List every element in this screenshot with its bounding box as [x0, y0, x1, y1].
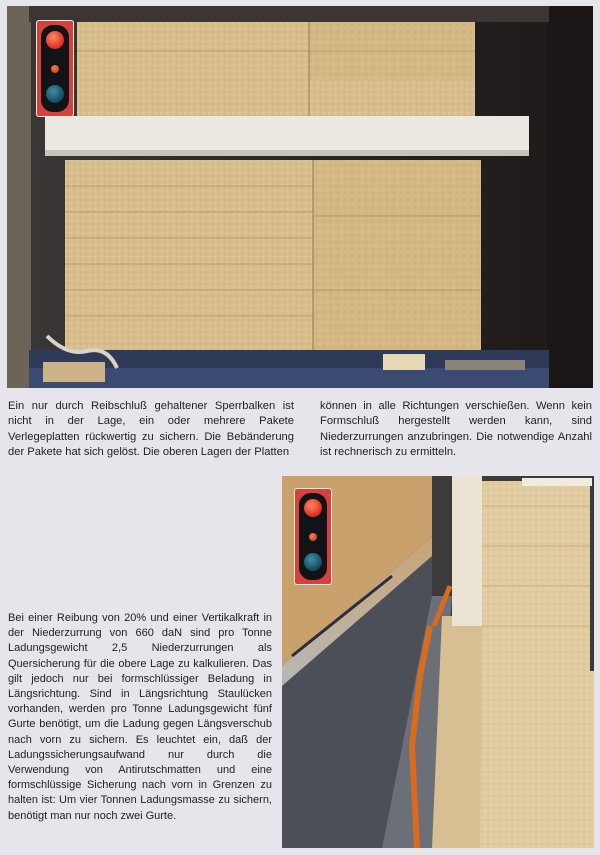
truck-load-scene	[7, 6, 593, 388]
green-light-icon	[304, 553, 322, 571]
board-stack-side	[480, 481, 590, 671]
amber-light-icon	[309, 533, 317, 541]
traffic-light-icon	[36, 20, 74, 117]
board-stack-lower-left	[65, 160, 313, 350]
top-photo	[7, 6, 593, 388]
paragraph-top-right: können in alle Richtungen verschießen. Wenn kein Formschluß hergestellt werden kann, sind Niederzurrungen anzubringen. Die notwendige Anzahl ist rechnerisch zu ermitteln.	[320, 400, 592, 459]
red-light-icon	[304, 499, 322, 517]
paragraph-bottom-left: Bei einer Reibung von 20% und einer Vertikalkraft in der Niederzurrung von 660 daN sind pro Tonne Ladungsgewicht 2,5 Niederzurrungen als Quersicherung für die obere Lage zu kalkulieren. Das gilt jedoch nur bei formschlüssiger Beladung in Längsrichtung. Sind in Längsrichtung Staulücken vorhanden, werden pro Tonne Ladungsgewicht fünf Gurte benötigt, um die Ladung gegen Längsverschub nach vorn zu sichern. Es leuchtet ein, daß der Ladungssicherungsaufwand nur durch die Verwendung von Antirutschmatten und eine formschlüssige Sicherung nach vorn in Grenzen zu halten ist: Um vier Tonnen Ladungsmasse zu sichern, benötigt man nur noch zwei Gurte.	[8, 612, 272, 822]
amber-light-icon	[51, 65, 59, 73]
paragraph-top-left: Ein nur durch Reibschluß gehaltener Sperrbalken ist nicht in der Lage, ein oder mehrere Pakete Verlegeplatten rückwertig zu sichern. Die Bebänderung der Pakete hat sich gelöst. Die oberen Lagen der Platten	[8, 400, 294, 459]
green-light-icon	[46, 85, 64, 103]
red-light-icon	[46, 31, 64, 49]
traffic-light-icon	[294, 488, 332, 585]
board-stack-lower-right	[313, 160, 481, 350]
bottom-photo	[282, 476, 594, 848]
